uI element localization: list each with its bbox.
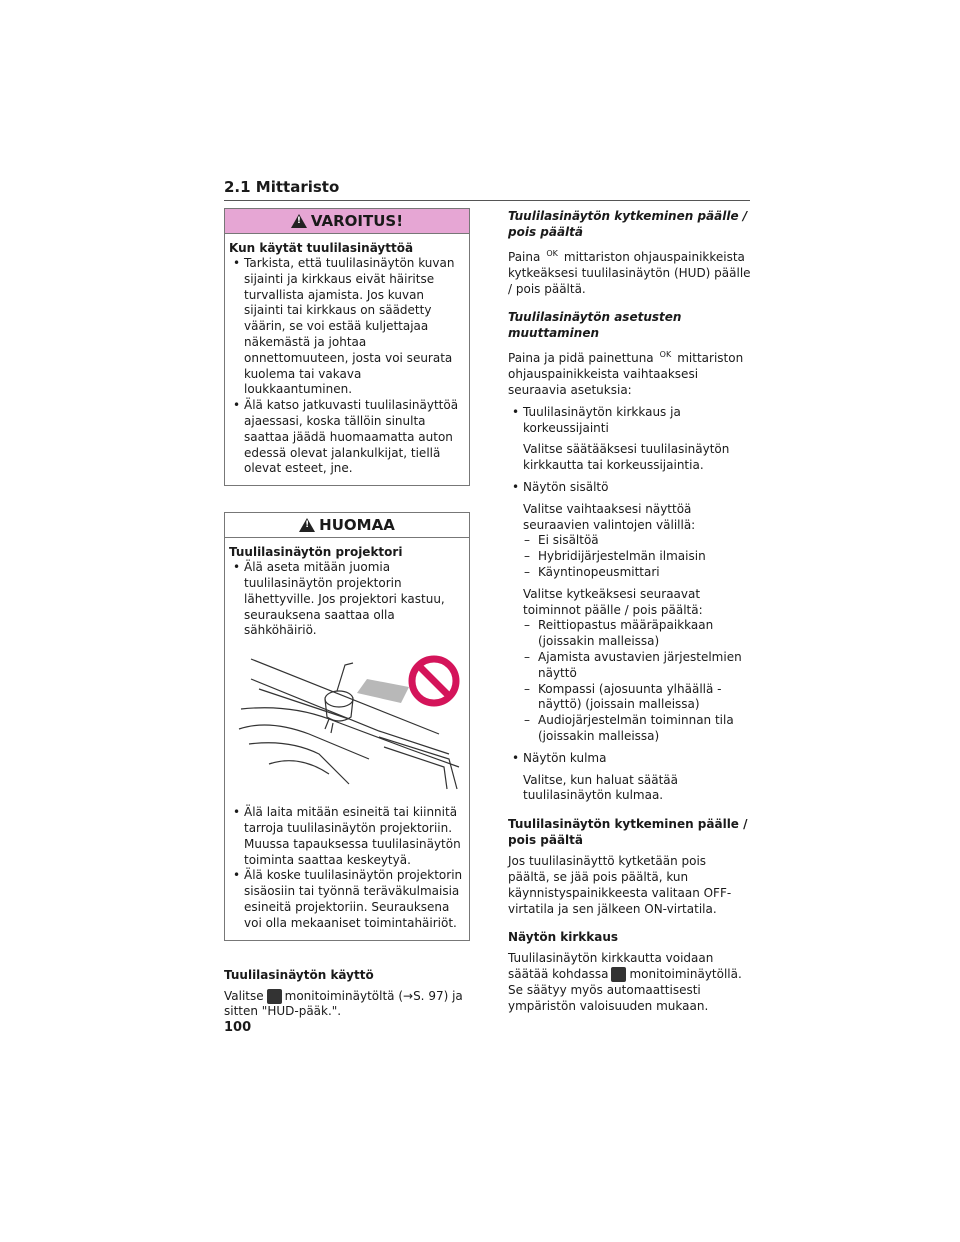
projector-drink-illustration: [229, 649, 465, 791]
notice-bullet: • Älä aseta mitään juomia tuulilasinäytön projektorin lähettyville. Jos projektori kastuu, seurauksena saattaa olla sähköhäiriö.: [229, 560, 463, 639]
ok-button-icon: OK: [659, 350, 672, 360]
setting-bullet: • Näytön kulma: [508, 751, 751, 767]
projector-lens: [357, 679, 409, 703]
settings-icon: [267, 989, 282, 1004]
hud-power-text: Jos tuulilasinäyttö kytketään pois päältä, se jää pois päältä, kun käynnistyspainikkeesta valitaan OFF-virtatila ja sen jälkeen ON-virtatila.: [508, 854, 732, 916]
hud-power-title: Tuulilasinäytön kytkeminen päälle / pois päältä: [508, 817, 748, 848]
warning-bullet: • Älä katso jatkuvasti tuulilasinäyttöä ajaessasi, koska tällöin sinulta saattaa jäädä huomaamatta auton edessä olevat jalankulkijat, tiellä olevat esteet, jne.: [229, 398, 463, 477]
content-option: – Reittiopastus määräpaikkaan (joissakin malleissa): [508, 618, 751, 650]
content-option: – Kompassi (ajosuunta ylhäällä -näyttö) (joissain malleissa): [508, 682, 751, 714]
page-number: 100: [224, 1020, 252, 1035]
content-option: – Ei sisältöä: [508, 533, 751, 549]
right-column: [508, 208, 751, 1014]
brightness-text: Tuulilasinäytön kirkkautta voidaan säätää kohdassa monitoiminäytöllä. Se säätyy myös automaattisesti ympäristön valoisuuden mukaan.: [508, 951, 742, 1013]
notice-box: [224, 512, 470, 940]
notice-bullet: • Älä laita mitään esineitä tai kiinnitä tarroja tuulilasinäytön projektoriin. Muussa tapauksessa tuulilasinäytön toiminta saattaa keskeytyä.: [229, 805, 463, 868]
hud-settings-title: Tuulilasinäytön asetusten muuttaminen: [508, 310, 682, 341]
warning-icon: [299, 518, 315, 532]
settings-icon: [611, 967, 626, 982]
notice-label: HUOMAA: [319, 516, 395, 535]
usage-text: Valitse monitoiminäytöltä (→S. 97) ja sitten "HUD-pääk.".: [224, 988, 463, 1019]
setting-desc: Valitse kytkeäksesi seuraavat toiminnot päälle / pois päältä:: [523, 586, 703, 617]
content-option: – Ajamista avustavien järjestelmien näyttö: [508, 650, 751, 682]
setting-desc: Valitse säätääksesi tuulilasinäytön kirkkautta tai korkeussijaintia.: [523, 442, 730, 473]
setting-desc: Valitse, kun haluat säätää tuulilasinäytön kulmaa.: [523, 772, 679, 803]
notice-header: [225, 513, 469, 538]
usage-title: Tuulilasinäytön käyttö: [224, 967, 374, 982]
prohibition-icon: [412, 659, 456, 703]
hud-settings-text: Paina ja pidä painettuna $^{OK}$ mittariston ohjauspainikkeista vaihtaaksesi seuraavia asetuksia:: [508, 350, 744, 397]
warning-bullet: • Tarkista, että tuulilasinäytön kuvan sijainti ja kirkkaus eivät häiritse turvallista ajamista. Jos kuvan sijainti tai kirkkaus on säädetty väärin, se voi estää kuljettajaa näkemästä ja johtaa onnettomuuteen, josta voi seurata kuolema tai vakava loukkaantuminen.: [229, 256, 463, 398]
section-header: [224, 177, 750, 201]
notice-bullet: • Älä koske tuulilasinäytön projektorin sisäosiin tai työnnä teräväkulmaisia esineitä projektoriin. Seurauksena voi olla mekaaniset toimintahäiriöt.: [229, 868, 463, 931]
hud-toggle-title: Tuulilasinäytön kytkeminen päälle / pois päältä: [508, 209, 748, 239]
warning-header: [225, 209, 469, 234]
warning-icon: [291, 214, 307, 228]
projector-illustration: [229, 649, 463, 791]
warning-box: [224, 208, 470, 486]
warning-label: VAROITUS!: [310, 212, 404, 230]
notice-title: Tuulilasinäytön projektori: [229, 545, 403, 560]
brightness-title: Näytön kirkkaus: [508, 930, 619, 945]
setting-bullet: • Näytön sisältö: [508, 480, 751, 496]
section-title: 2.1 Mittaristo: [224, 178, 340, 196]
left-column: [224, 208, 470, 1020]
setting-desc: Valitse vaihtaaksesi näyttöä seuraavien valintojen välillä:: [523, 501, 696, 532]
setting-bullet: • Tuulilasinäytön kirkkaus ja korkeussijainti: [508, 405, 751, 437]
hud-toggle-text: Paina $^{OK}$ mittariston ohjauspainikkeista kytkeäksesi tuulilasinäytön (HUD) päälle / pois päältä.: [508, 249, 751, 296]
content-option: – Audiojärjestelmän toiminnan tila (joissakin malleissa): [508, 713, 751, 745]
warning-title: Kun käytät tuulilasinäyttöä: [229, 241, 414, 255]
content-option: – Hybridijärjestelmän ilmaisin: [508, 549, 751, 565]
content-option: – Käyntinopeusmittari: [508, 565, 751, 581]
ok-button-icon: OK: [546, 249, 558, 258]
